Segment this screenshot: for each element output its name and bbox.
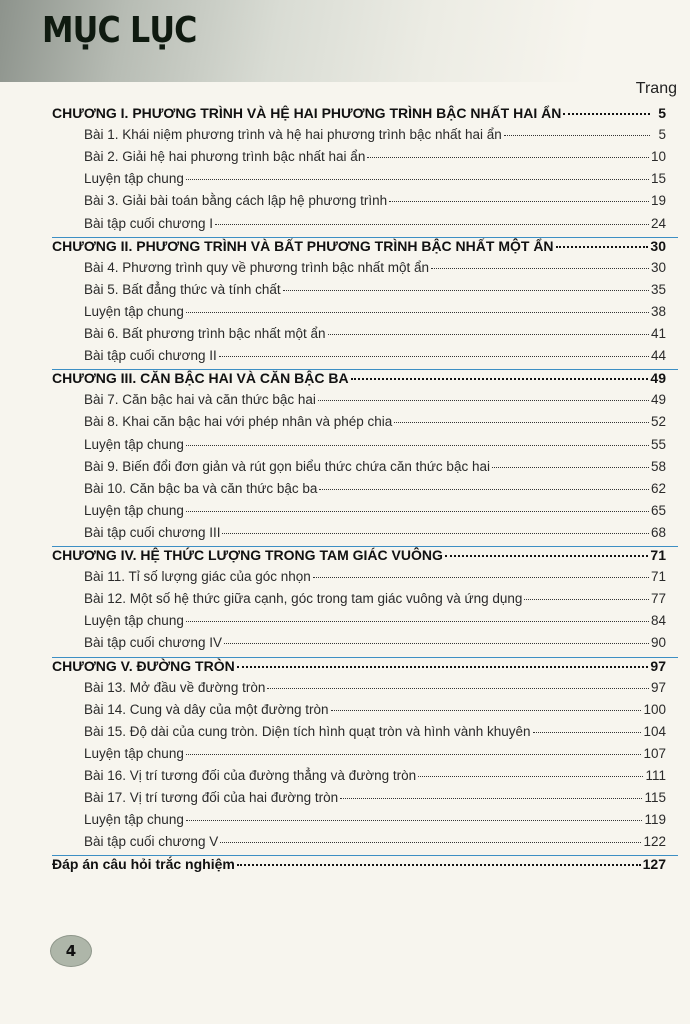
toc-lesson-row[interactable] — [84, 216, 666, 238]
toc-lesson-row[interactable] — [84, 127, 666, 149]
toc-chapter-row[interactable] — [52, 370, 666, 392]
toc-chapter-row[interactable] — [52, 856, 666, 878]
dot-leader — [394, 421, 649, 423]
toc-entry-title: Bài 6. Bất phương trình bậc nhất một ẩn — [84, 326, 326, 341]
toc-entry-page: 115 — [644, 790, 666, 806]
toc-entry-title: Đáp án câu hỏi trắc nghiệm — [52, 856, 235, 873]
toc-entry-title: Bài 10. Căn bậc ba và căn thức bậc ba — [84, 480, 318, 496]
toc-lesson-row[interactable] — [84, 304, 666, 326]
toc-entry-page: 84 — [650, 613, 666, 629]
toc-entry-page: 107 — [643, 745, 666, 761]
toc-lesson-row[interactable] — [84, 326, 666, 348]
toc-entry-page: 24 — [650, 215, 666, 231]
toc-entry-title: CHƯƠNG II. PHƯƠNG TRÌNH VÀ BẤT PHƯƠNG TRÌNH BẬC NHẤT MỘT ẨN — [52, 237, 554, 254]
toc-entry-title: Bài 12. Một số hệ thức giữa cạnh, góc trong tam giác vuông và ứng dụng — [84, 591, 523, 607]
toc-entry-page: 122 — [643, 834, 666, 850]
toc-entry-title: Bài tập cuối chương V — [84, 834, 219, 850]
toc-entry-page: 111 — [645, 768, 666, 783]
dot-leader — [367, 156, 649, 158]
toc-entry-title: Bài 17. Vị trí tương đối của hai đường tròn — [84, 790, 339, 806]
dot-leader — [186, 178, 649, 180]
toc-entry-page: 119 — [644, 812, 666, 828]
dot-leader — [340, 797, 642, 799]
dot-leader — [220, 841, 641, 843]
dot-leader — [283, 289, 649, 291]
toc-entry-title: CHƯƠNG V. ĐƯỜNG TRÒN — [52, 657, 235, 674]
toc-lesson-row[interactable] — [84, 768, 666, 790]
toc-entry-title: Bài 14. Cung và dây của một đường tròn — [84, 701, 329, 717]
toc-chapter-row[interactable] — [52, 658, 666, 680]
page-number-badge: 4 — [50, 935, 92, 967]
dot-leader — [237, 665, 649, 668]
dot-leader — [504, 134, 650, 136]
toc-entry-title: CHƯƠNG IV. HỆ THỨC LƯỢNG TRONG TAM GIÁC VUÔNG — [52, 547, 443, 563]
toc-entry-page: 55 — [650, 436, 666, 452]
toc-entry-title: Bài 13. Mở đầu về đường tròn — [84, 679, 266, 695]
toc-entry-page: 90 — [650, 635, 666, 651]
toc-entry-title: Bài 16. Vị trí tương đối của đường thẳng và đường tròn — [84, 768, 417, 783]
toc-entry-page: 97 — [650, 657, 666, 674]
dot-leader — [224, 642, 649, 644]
toc-entry-page: 19 — [650, 193, 666, 209]
toc-lesson-row[interactable] — [84, 702, 666, 724]
toc-lesson-row[interactable] — [84, 459, 666, 481]
toc-entry-title: Luyện tập chung — [84, 436, 184, 452]
toc-lesson-row[interactable] — [84, 525, 666, 547]
toc-entry-title: Luyện tập chung — [84, 303, 184, 319]
dot-leader — [267, 687, 649, 689]
toc-entry-page: 97 — [650, 679, 666, 695]
toc-entry-title: Bài 15. Độ dài của cung tròn. Diện tích hình quạt tròn và hình vành khuyên — [84, 723, 531, 739]
toc-entry-title: Bài 3. Giải bài toán bằng cách lập hệ phương trình — [84, 193, 388, 209]
toc-lesson-row[interactable] — [84, 680, 666, 702]
toc-lesson-row[interactable] — [84, 746, 666, 768]
dot-leader — [533, 731, 642, 733]
toc-entry-title: Bài 9. Biến đổi đơn giản và rút gọn biểu thức chứa căn thức bậc hai — [84, 458, 490, 474]
toc-entry-page: 58 — [650, 458, 666, 474]
toc-entry-title: Bài tập cuối chương IV — [84, 635, 222, 651]
toc-entry-title: Bài 1. Khái niệm phương trình và hệ hai phương trình bậc nhất hai ẩn — [84, 127, 502, 143]
toc-lesson-row[interactable] — [84, 260, 666, 282]
dot-leader — [215, 223, 649, 225]
toc-entry-page: 49 — [650, 392, 666, 408]
toc-entry-title: Bài tập cuối chương III — [84, 524, 221, 540]
toc-entry-page: 127 — [642, 856, 666, 873]
toc-lesson-row[interactable] — [84, 724, 666, 746]
toc-lesson-row[interactable] — [84, 437, 666, 459]
toc-entry-page: 71 — [650, 569, 666, 585]
dot-leader — [186, 311, 649, 313]
dot-leader — [222, 532, 649, 534]
toc-lesson-row[interactable] — [84, 569, 666, 591]
toc-entry-page: 35 — [650, 281, 666, 297]
toc-entry-page: 10 — [650, 149, 666, 165]
toc-lesson-row[interactable] — [84, 193, 666, 215]
toc-lesson-row[interactable] — [84, 834, 666, 856]
toc-entry-page: 68 — [650, 524, 666, 540]
toc-lesson-row[interactable] — [84, 613, 666, 635]
toc-entry-title: Bài 7. Căn bậc hai và căn thức bậc hai — [84, 392, 316, 408]
toc-lesson-row[interactable] — [84, 392, 666, 414]
toc-lesson-row[interactable] — [84, 348, 666, 370]
toc-entry-page: 38 — [650, 303, 666, 319]
toc-entry-page: 62 — [650, 480, 666, 496]
toc-entry-title: Luyện tập chung — [84, 613, 184, 629]
toc-entry-page: 100 — [643, 701, 666, 717]
toc-lesson-row[interactable] — [84, 481, 666, 503]
dot-leader — [186, 620, 649, 622]
toc-chapter-row[interactable] — [52, 105, 666, 127]
dot-leader — [186, 819, 643, 821]
toc-entry-title: Bài 4. Phương trình quy về phương trình bậc nhất một ẩn — [84, 259, 429, 275]
dot-leader — [389, 200, 649, 202]
toc-lesson-row[interactable] — [84, 149, 666, 171]
toc-lesson-row[interactable] — [84, 790, 666, 812]
toc-entry-page: 30 — [650, 259, 666, 275]
toc-entry-title: Bài tập cuối chương I — [84, 215, 213, 231]
toc-entry-page: 5 — [658, 105, 666, 121]
toc-entry-title: Bài 5. Bất đẳng thức và tính chất — [84, 281, 281, 297]
dot-leader — [445, 554, 649, 557]
toc-entry-page: 41 — [650, 326, 666, 341]
dot-leader — [418, 775, 643, 777]
toc-entry-title: Luyện tập chung — [84, 502, 184, 518]
page-title: MỤC LỤC — [42, 10, 197, 51]
dot-leader — [186, 753, 642, 755]
toc-entry-page: 44 — [650, 348, 666, 364]
toc-entry-page: 49 — [650, 370, 666, 387]
dot-leader — [237, 863, 641, 866]
page-column-label: Trang — [635, 80, 677, 97]
toc-lesson-row[interactable] — [84, 812, 666, 834]
dot-leader — [313, 576, 649, 578]
toc-entry-title: Bài tập cuối chương II — [84, 348, 217, 364]
toc-entry-page: 77 — [650, 591, 666, 607]
toc-chapter-row[interactable] — [52, 547, 666, 569]
toc-entry-page: 15 — [650, 171, 666, 187]
toc-entry-page: 52 — [650, 414, 666, 430]
toc-entry-page: 104 — [643, 723, 666, 739]
toc-entry-title: CHƯƠNG III. CĂN BẬC HAI VÀ CĂN BẬC BA — [52, 370, 349, 387]
dot-leader — [524, 598, 649, 600]
toc-entry-page: 65 — [650, 502, 666, 518]
dot-leader — [492, 466, 649, 468]
toc-lesson-row[interactable] — [84, 282, 666, 304]
dot-leader — [563, 112, 650, 115]
dot-leader — [331, 709, 642, 711]
toc-lesson-row[interactable] — [84, 635, 666, 657]
toc-entry-title: CHƯƠNG I. PHƯƠNG TRÌNH VÀ HỆ HAI PHƯƠNG TRÌNH BẬC NHẤT HAI ẨN — [52, 105, 562, 121]
dot-leader — [431, 267, 649, 269]
toc-entry-title: Luyện tập chung — [84, 812, 184, 828]
dot-leader — [351, 377, 649, 380]
toc-lesson-row[interactable] — [84, 171, 666, 193]
toc-lesson-row[interactable] — [84, 591, 666, 613]
dot-leader — [186, 444, 649, 446]
toc-entry-title: Luyện tập chung — [84, 745, 184, 761]
toc-entry-title: Bài 2. Giải hệ hai phương trình bậc nhất hai ẩn — [84, 149, 366, 165]
toc-entry-title: Luyện tập chung — [84, 171, 184, 187]
toc-lesson-row[interactable] — [84, 503, 666, 525]
dot-leader — [319, 488, 649, 490]
dot-leader — [318, 399, 649, 401]
toc-lesson-row[interactable] — [84, 414, 666, 436]
toc-entry-page: 30 — [650, 237, 666, 254]
dot-leader — [328, 333, 649, 335]
toc-entry-title: Bài 11. Tỉ số lượng giác của góc nhọn — [84, 569, 311, 585]
toc-chapter-row[interactable] — [52, 238, 666, 260]
dot-leader — [186, 510, 649, 512]
toc-entry-page: 5 — [658, 127, 666, 143]
toc-entry-page: 71 — [650, 547, 666, 563]
toc-entry-title: Bài 8. Khai căn bậc hai với phép nhân và phép chia — [84, 414, 393, 430]
dot-leader — [556, 245, 649, 248]
dot-leader — [219, 355, 649, 357]
